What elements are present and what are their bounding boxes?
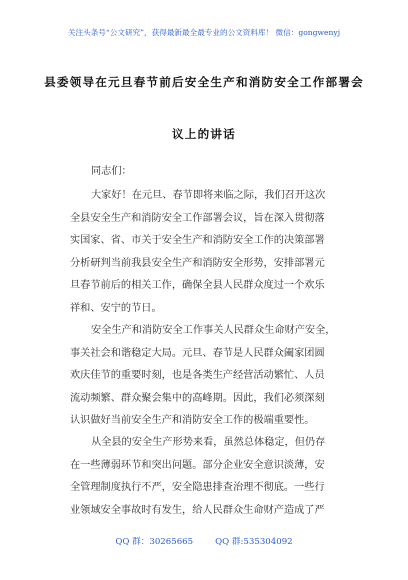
- paragraph-line: 欢庆佳节的重要时刻，也是各类生产经营活动繁忙、人员: [70, 370, 325, 381]
- paragraph-line: 实国家、省、市关于安全生产和消防安全工作的决策部署: [70, 235, 325, 246]
- paragraph-line: 全县安全生产和消防安全工作部署会议，旨在深入贯彻落: [70, 212, 325, 224]
- paragraph-line: 旦春节前后的相关工作，确保全县人民群众度过一个欢乐: [70, 280, 325, 291]
- paragraph-2: [70, 320, 354, 433]
- paragraph-line: 事关社会和谐稳定大局。元旦、春节是人民群众阖家团圆: [70, 347, 325, 359]
- document-title-line-1: 县委领导在元旦春节前后安全生产和消防安全工作部署会: [44, 75, 364, 89]
- paragraph-line: 大家好！在元旦、春节即将来临之际，我们召开这次: [91, 190, 326, 201]
- paragraph-1: [70, 185, 354, 320]
- document-title-line-2: 议上的讲话: [172, 127, 236, 141]
- salutation-text: 同志们：: [91, 166, 132, 177]
- paragraph-line: 认识做好当前安全生产和消防安全工作的极端重要性。: [70, 415, 315, 426]
- paragraph-3: [70, 432, 354, 522]
- paragraph-line: 祥和、安宁的节日。: [70, 302, 162, 314]
- paragraph-line: 从全县的安全生产形势来看，虽然总体稳定，但仍存: [91, 437, 326, 448]
- paragraph-line: 流动频繁、群众聚会集中的高峰期。因此，我们必须深刻: [70, 392, 325, 404]
- footer-qq-group-1: QQ 群：30265665: [115, 537, 194, 547]
- paragraph-line: 分析研判当前我县安全生产和消防安全形势，安排部署元: [70, 257, 325, 269]
- header-banner: 关注头条号“公文研究”，获得最新最全最专业的公文资料库！ 微信：gongwenyj: [67, 28, 341, 37]
- footer: [0, 535, 408, 547]
- paragraph-line: 安全生产和消防安全工作事关人民群众生命财产安全，: [91, 325, 336, 336]
- paragraph-line: 业领域安全事故时有发生，给人民群众生命财产造成了严: [70, 504, 325, 516]
- salutation: [70, 161, 354, 184]
- paragraph-line: 全管理制度执行不严，安全隐患排查治理不彻底。一些行: [70, 482, 325, 493]
- footer-qq-group-2: QQ 群:535304092: [215, 537, 293, 547]
- paragraph-line: 在一些薄弱环节和突出问题。部分企业安全意识淡薄，安: [70, 459, 325, 471]
